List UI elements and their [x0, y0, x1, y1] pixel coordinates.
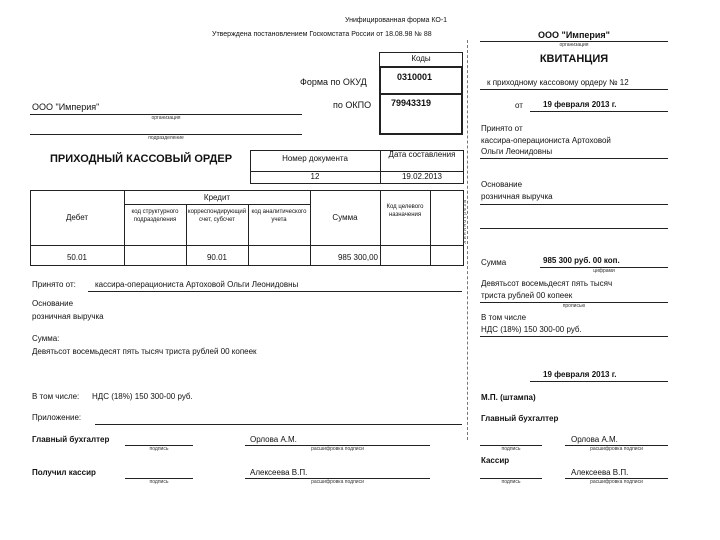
- receipt-date-prefix: от: [515, 101, 523, 110]
- receipt-basis: розничная выручка: [481, 192, 553, 201]
- row-sum: 985 300,00: [337, 253, 378, 262]
- col-sum: Сумма: [332, 213, 358, 222]
- receipt-sum-words-2: триста рублей 00 копеек: [481, 291, 573, 300]
- receipt-date: 19 февраля 2013 г.: [543, 100, 617, 109]
- debit-label: Дебет: [65, 213, 89, 222]
- receipt-cashier-decode-caption: расшифровка подписи: [590, 479, 643, 485]
- attachment-label: Приложение:: [32, 413, 82, 422]
- receipt-received-from-label: Принято от: [481, 124, 523, 133]
- sum-label: Сумма:: [32, 334, 60, 343]
- org-caption: организация: [151, 115, 181, 121]
- doc-date: 19.02.2013: [401, 172, 443, 181]
- receipt-chief-acc-label: Главный бухгалтер: [481, 414, 559, 423]
- okpo-code: 79943319: [391, 98, 432, 108]
- receipt-cashier-name: Алексеева В.П.: [571, 468, 629, 477]
- including-label: В том числе:: [32, 392, 80, 401]
- okud-code: 0310001: [397, 72, 433, 82]
- receipt-including: НДС (18%) 150 300-00 руб.: [481, 325, 582, 334]
- receipt-cashier-sig-caption: подпись: [501, 479, 521, 485]
- cashier-label: Получил кассир: [32, 468, 96, 477]
- okpo-label: по ОКПО: [333, 100, 372, 110]
- doc-number: 12: [310, 172, 320, 181]
- cashier-name: Алексеева В.П.: [250, 468, 308, 477]
- cut-line-label: л и н и я о т р е з а: [462, 200, 468, 244]
- col-analytic: код аналитического учета: [251, 209, 307, 223]
- receipt-chief-acc-sig-caption: подпись: [501, 446, 521, 452]
- okud-label: Форма по ОКУД: [300, 77, 367, 87]
- doc-number-label: Номер документа: [282, 154, 348, 163]
- row-debit: 50.01: [66, 253, 88, 262]
- receipt-title: КВИТАНЦИЯ: [539, 53, 609, 65]
- cashier-decode-caption: расшифровка подписи: [311, 479, 364, 485]
- receipt-sum-words-caption: прописью: [562, 303, 586, 309]
- division-caption: подразделение: [148, 135, 184, 141]
- receipt-to-order: к приходному кассовому ордеру № 12: [487, 78, 629, 87]
- basis: розничная выручка: [32, 312, 104, 321]
- received-from-label: Принято от:: [32, 280, 76, 289]
- receipt-including-label: В том числе: [481, 313, 527, 322]
- receipt-basis-label: Основание: [481, 180, 523, 189]
- receipt-received-from-2: Ольги Леонидовны: [481, 147, 553, 156]
- row-corr: 90.01: [206, 253, 228, 262]
- receipt-cashier-label: Кассир: [481, 456, 510, 465]
- chief-acc-decode-caption: расшифровка подписи: [311, 446, 364, 452]
- col-corr: корреспондирующий счет, субсчет: [187, 209, 247, 223]
- chief-acc-name: Орлова А.М.: [250, 435, 297, 444]
- receipt-sum-words-1: Девятьсот восемьдесят пять тысяч: [481, 279, 613, 288]
- chief-acc-sig-caption: подпись: [149, 446, 169, 452]
- receipt-org-name: ООО "Империя": [538, 30, 610, 40]
- receipt-sum-label: Сумма: [481, 258, 507, 267]
- sum-words: Девятьсот восемьдесят пять тысяч триста рублей 00 копеек: [32, 347, 257, 356]
- received-from: кассира-операциониста Артоховой Ольги Леонидовны: [95, 280, 299, 289]
- form-title: Унифицированная форма КО-1: [345, 17, 448, 24]
- col-purpose: Код целевого назначения: [386, 204, 424, 218]
- receipt-date-final: 19 февраля 2013 г.: [543, 370, 617, 379]
- receipt-chief-acc-decode-caption: расшифровка подписи: [590, 446, 643, 452]
- receipt-org-caption: организация: [559, 42, 589, 48]
- cut-line: [467, 40, 474, 440]
- receipt-stamp: М.П. (штампа): [481, 393, 536, 402]
- approved-text: Утверждена постановлением Госкомстата России от 18.08.98 № 88: [212, 31, 432, 38]
- receipt-received-from-1: кассира-операциониста Артоховой: [481, 136, 611, 145]
- basis-label: Основание: [32, 299, 74, 308]
- codes-label: Коды: [411, 54, 431, 63]
- org-name: ООО "Империя": [32, 102, 100, 112]
- order-title: ПРИХОДНЫЙ КАССОВЫЙ ОРДЕР: [50, 153, 233, 165]
- including: НДС (18%) 150 300-00 руб.: [92, 392, 193, 401]
- chief-acc-label: Главный бухгалтер: [32, 435, 110, 444]
- receipt-chief-acc-name: Орлова А.М.: [571, 435, 618, 444]
- credit-label: Кредит: [203, 193, 231, 202]
- receipt-sum-caption: цифрами: [593, 268, 615, 274]
- cashier-sig-caption: подпись: [149, 479, 169, 485]
- receipt-sum: 985 300 руб. 00 коп.: [543, 256, 620, 265]
- col-structural: код структурного подразделения: [131, 209, 179, 223]
- doc-date-label: Дата составления: [388, 150, 456, 159]
